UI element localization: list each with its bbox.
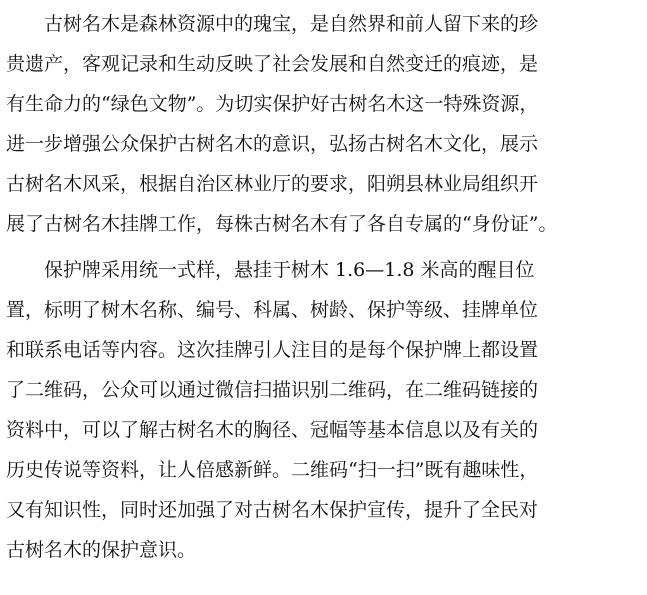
paragraph-line: 资料中，可以了解古树名木的胸径、冠幅等基本信息以及有关的	[6, 419, 539, 441]
paragraph-line: 进一步增强公众保护古树名木的意识，弘扬古树名木文化，展示	[6, 133, 539, 155]
paragraph-line: 有生命力的“绿色文物”。为切实保护好古树名木这一特殊资源，	[6, 93, 539, 115]
paragraph-line: 古树名木的保护意识。	[6, 539, 197, 561]
paragraph-line: 展了古树名木挂牌工作，每株古树名木有了各自专属的“身份证”。	[6, 213, 558, 235]
paragraph-line: 古树名木风采，根据自治区林业厅的要求，阳朔县林业局组织开	[6, 173, 539, 195]
paragraph-line: 保护牌采用统一式样，悬挂于树木 1.6—1.8 米高的醒目位	[6, 259, 535, 281]
paragraph-line: 贵遗产，客观记录和生动反映了社会发展和自然变迁的痕迹，是	[6, 53, 539, 75]
paragraph-line: 和联系电话等内容。这次挂牌引人注目的是每个保护牌上都设置	[6, 339, 539, 361]
paragraph-line: 又有知识性，同时还加强了对古树名木保护宣传，提升了全民对	[6, 499, 539, 521]
paragraph-line: 历史传说等资料，让人倍感新鲜。二维码“扫一扫”既有趣味性，	[6, 459, 539, 481]
paragraph-line: 了二维码，公众可以通过微信扫描识别二维码，在二维码链接的	[6, 379, 539, 401]
paragraph-line: 置，标明了树木名称、编号、科属、树龄、保护等级、挂牌单位	[6, 299, 539, 321]
paragraph-line: 古树名木是森林资源中的瑰宝，是自然界和前人留下来的珍	[6, 13, 539, 35]
